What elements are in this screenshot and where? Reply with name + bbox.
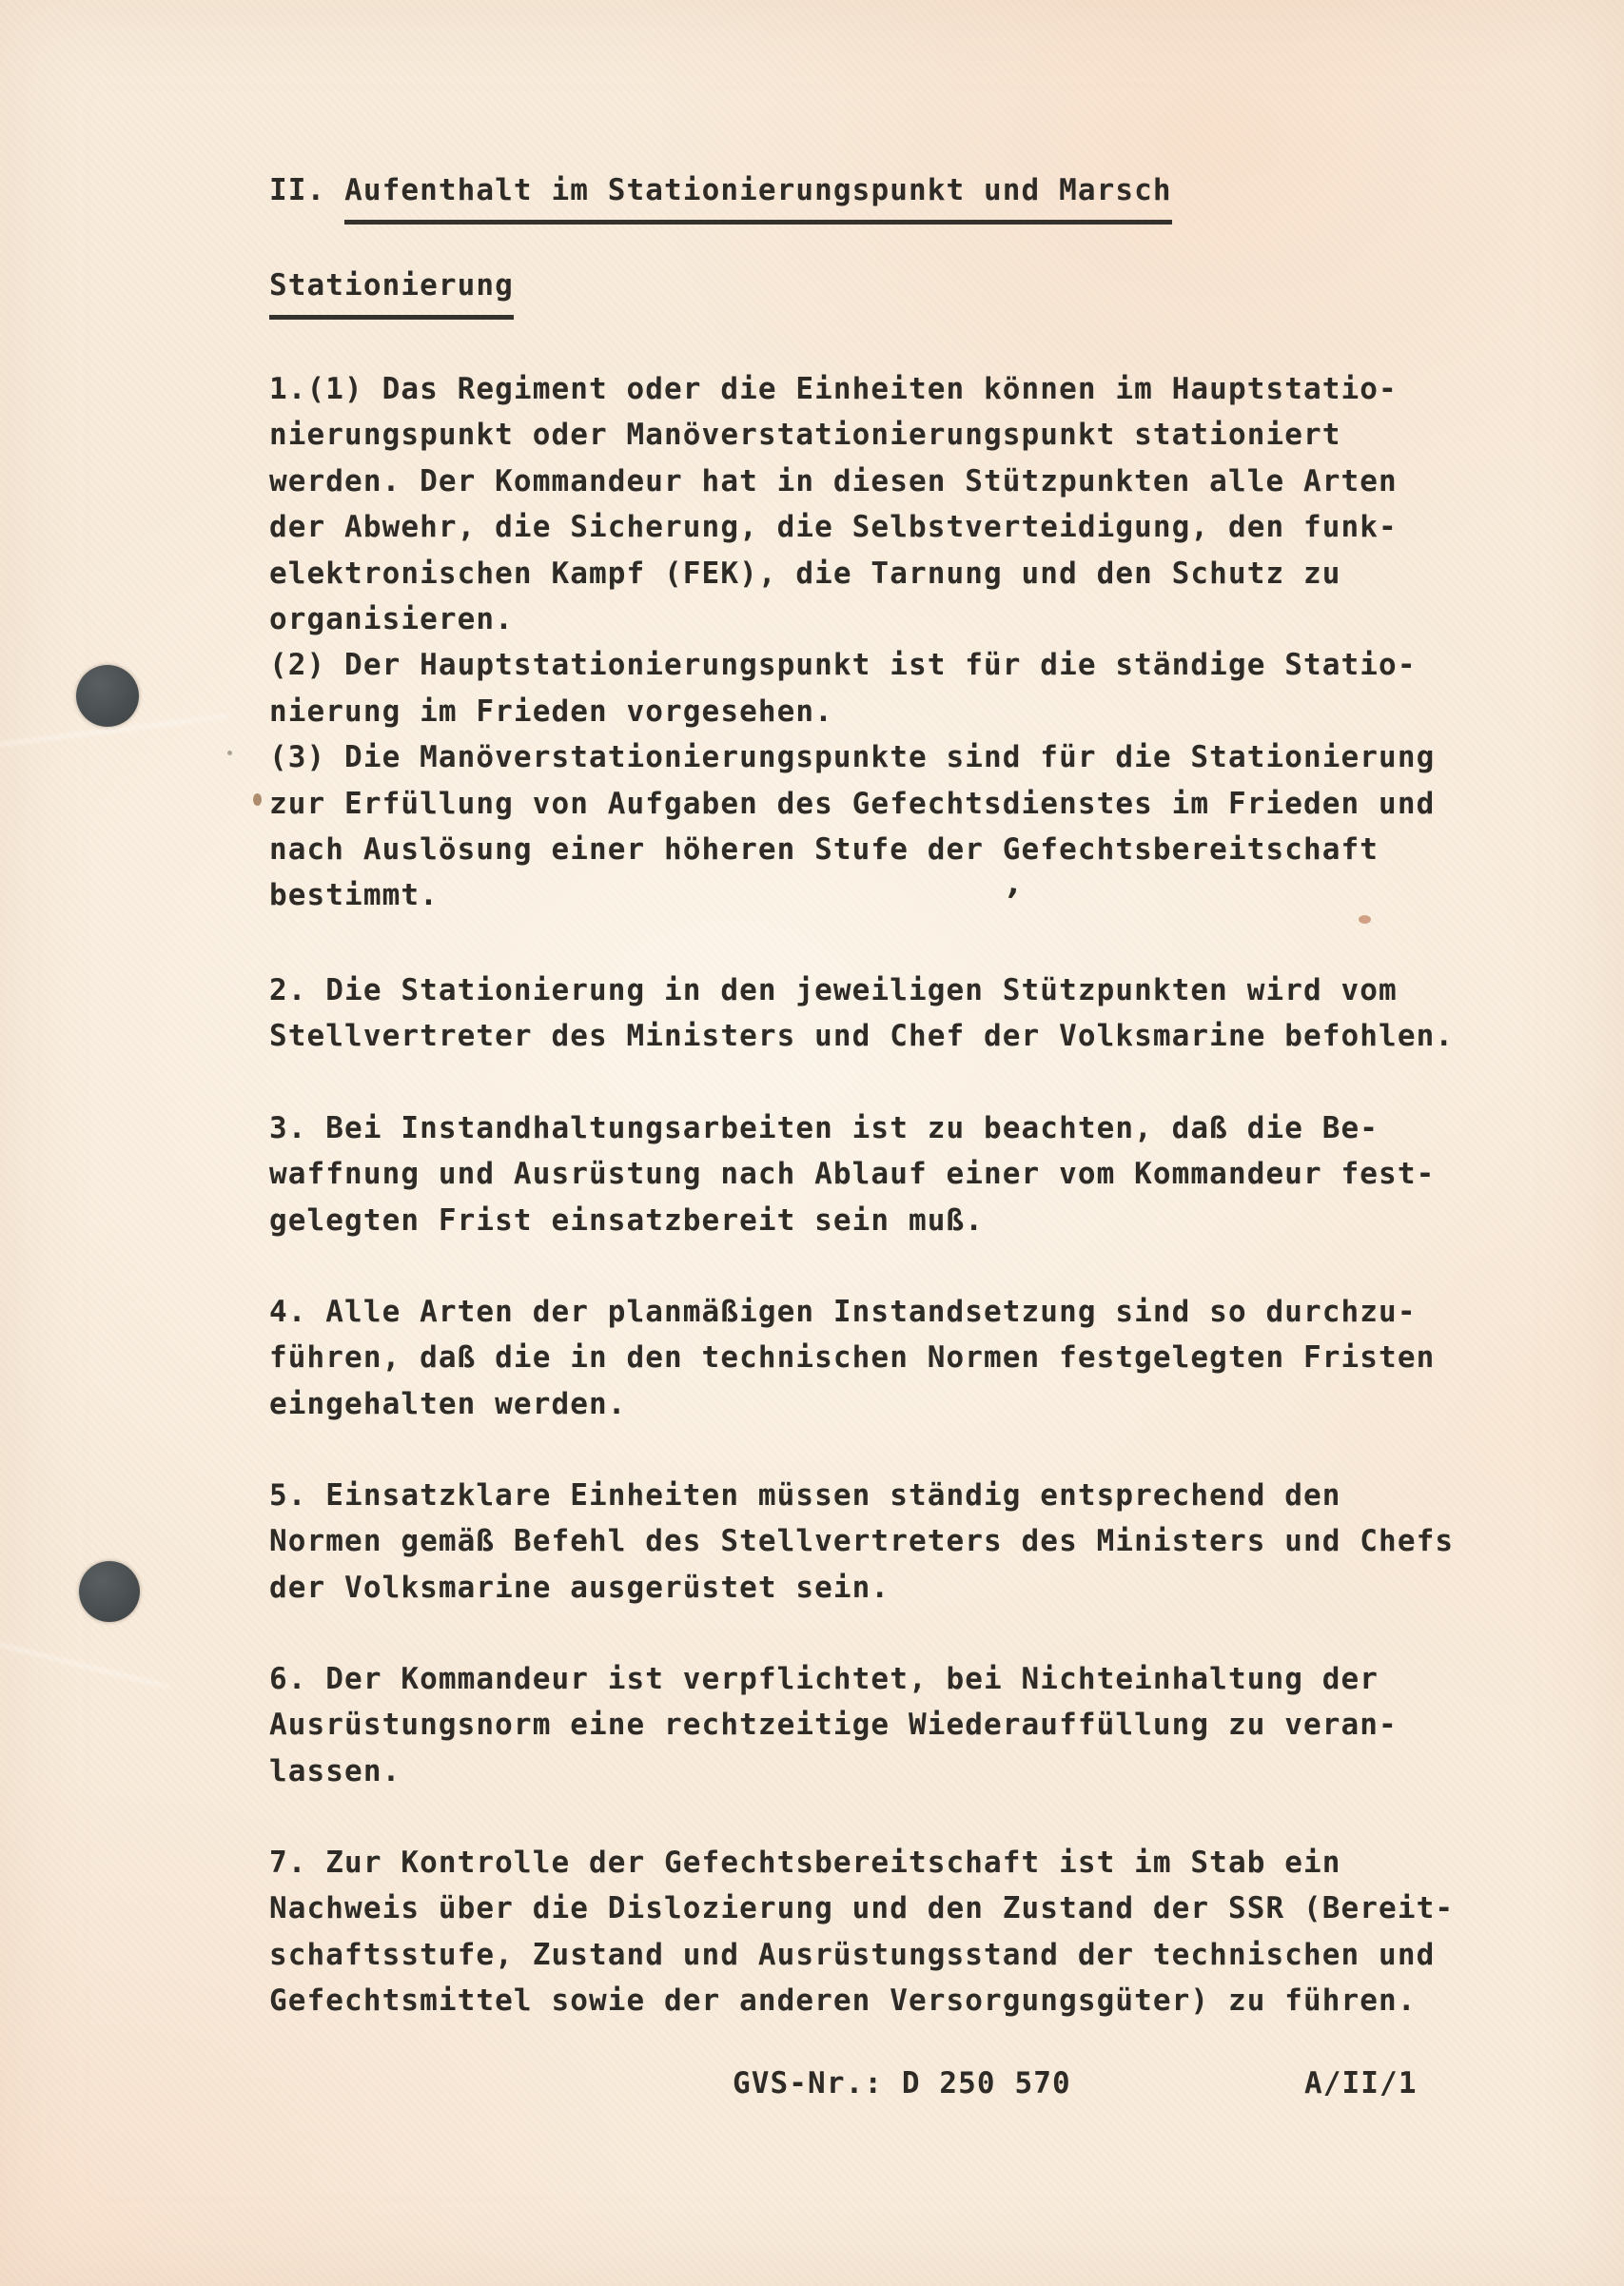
footer-gvs-number: GVS-Nr.: D 250 570 <box>733 2066 1071 2100</box>
text-line: nierungspunkt oder Manöverstationierungspunkt stationiert <box>269 418 1341 453</box>
text-line: 4. Alle Arten der planmäßigen Instandsetzung sind so durchzu- <box>269 1295 1417 1329</box>
text-line: organisieren. <box>269 602 514 637</box>
paragraph-3 <box>269 1105 1497 1243</box>
paragraph-1 <box>269 366 1497 919</box>
paragraph-2 <box>269 967 1497 1060</box>
paper-speck <box>253 793 262 806</box>
text-line: Normen gemäß Befehl des Stellvertreters des Ministers und Chefs <box>269 1524 1455 1559</box>
text-line: waffnung und Ausrüstung nach Ablauf einer vom Kommandeur fest- <box>269 1157 1436 1192</box>
paragraph-7 <box>269 1840 1497 2024</box>
text-line: 7. Zur Kontrolle der Gefechtsbereitschaft ist im Stab ein <box>269 1846 1341 1880</box>
text-line: bestimmt. <box>269 878 439 913</box>
text-line: elektronischen Kampf (FEK), die Tarnung und den Schutz zu <box>269 556 1341 591</box>
paper-crease <box>0 1634 168 1688</box>
text-line: der Abwehr, die Sicherung, die Selbstverteidigung, den funk- <box>269 510 1398 545</box>
text-line: der Volksmarine ausgerüstet sein. <box>269 1570 890 1605</box>
text-line: werden. Der Kommandeur hat in diesen Stützpunkten alle Arten <box>269 463 1398 498</box>
text-line: Gefechtsmittel sowie der anderen Versorgungsgüter) zu führen. <box>269 1983 1417 2019</box>
text-line: 6. Der Kommandeur ist verpflichtet, bei Nichteinhaltung der <box>269 1662 1379 1696</box>
text-line: schaftsstufe, Zustand und Ausrüstungsstand der technischen und <box>269 1937 1436 1972</box>
text-line: (2) Der Hauptstationierungspunkt ist für die ständige Statio- <box>269 648 1417 683</box>
text-line: nierung im Frieden vorgesehen. <box>269 694 833 729</box>
text-line: gelegten Frist einsatzbereit sein muß. <box>269 1202 985 1238</box>
text-line: Stellvertreter des Ministers und Chef der Volksmarine befohlen. <box>269 1019 1455 1054</box>
text-line: 3. Bei Instandhaltungsarbeiten ist zu beachten, daß die Be- <box>269 1111 1379 1145</box>
paper-speck <box>227 751 232 755</box>
subsection-title: Stationierung <box>269 263 514 320</box>
stray-pen-mark: ’ <box>998 881 1024 923</box>
text-line: 1.(1) Das Regiment oder die Einheiten können im Hauptstatio- <box>269 372 1398 406</box>
text-line: nach Auslösung einer höheren Stufe der Gefechtsbereitschaft <box>269 832 1379 868</box>
paragraph-5 <box>269 1473 1497 1611</box>
punch-hole-bottom <box>79 1561 140 1622</box>
text-line: eingehalten werden. <box>269 1386 627 1421</box>
paragraph-4 <box>269 1289 1497 1427</box>
section-number: II. <box>269 173 326 207</box>
text-line: 5. Einsatzklare Einheiten müssen ständig entsprechend den <box>269 1478 1341 1513</box>
footer-page-reference: A/II/1 <box>1304 2066 1418 2100</box>
text-line: (3) Die Manöverstationierungspunkte sind für die Stationierung <box>269 740 1436 775</box>
heading-space <box>325 173 344 207</box>
subsection-heading <box>269 263 514 320</box>
section-title: Aufenthalt im Stationierungspunkt und Marsch <box>344 167 1172 225</box>
text-line: Ausrüstungsnorm eine rechtzeitige Wiederauffüllung zu veran- <box>269 1708 1398 1743</box>
text-line: 2. Die Stationierung in den jeweiligen Stützpunkten wird vom <box>269 973 1398 1007</box>
text-line: Nachweis über die Dislozierung und den Zustand der SSR (Bereit- <box>269 1891 1455 1926</box>
punch-hole-top <box>76 665 139 727</box>
paragraph-6 <box>269 1656 1497 1794</box>
paper-speck <box>1359 915 1371 924</box>
text-line: zur Erfüllung von Aufgaben des Gefechtsdienstes im Frieden und <box>269 786 1436 821</box>
section-heading <box>269 167 1172 225</box>
text-line: führen, daß die in den technischen Normen festgelegten Fristen <box>269 1340 1436 1376</box>
text-line: lassen. <box>269 1753 401 1788</box>
